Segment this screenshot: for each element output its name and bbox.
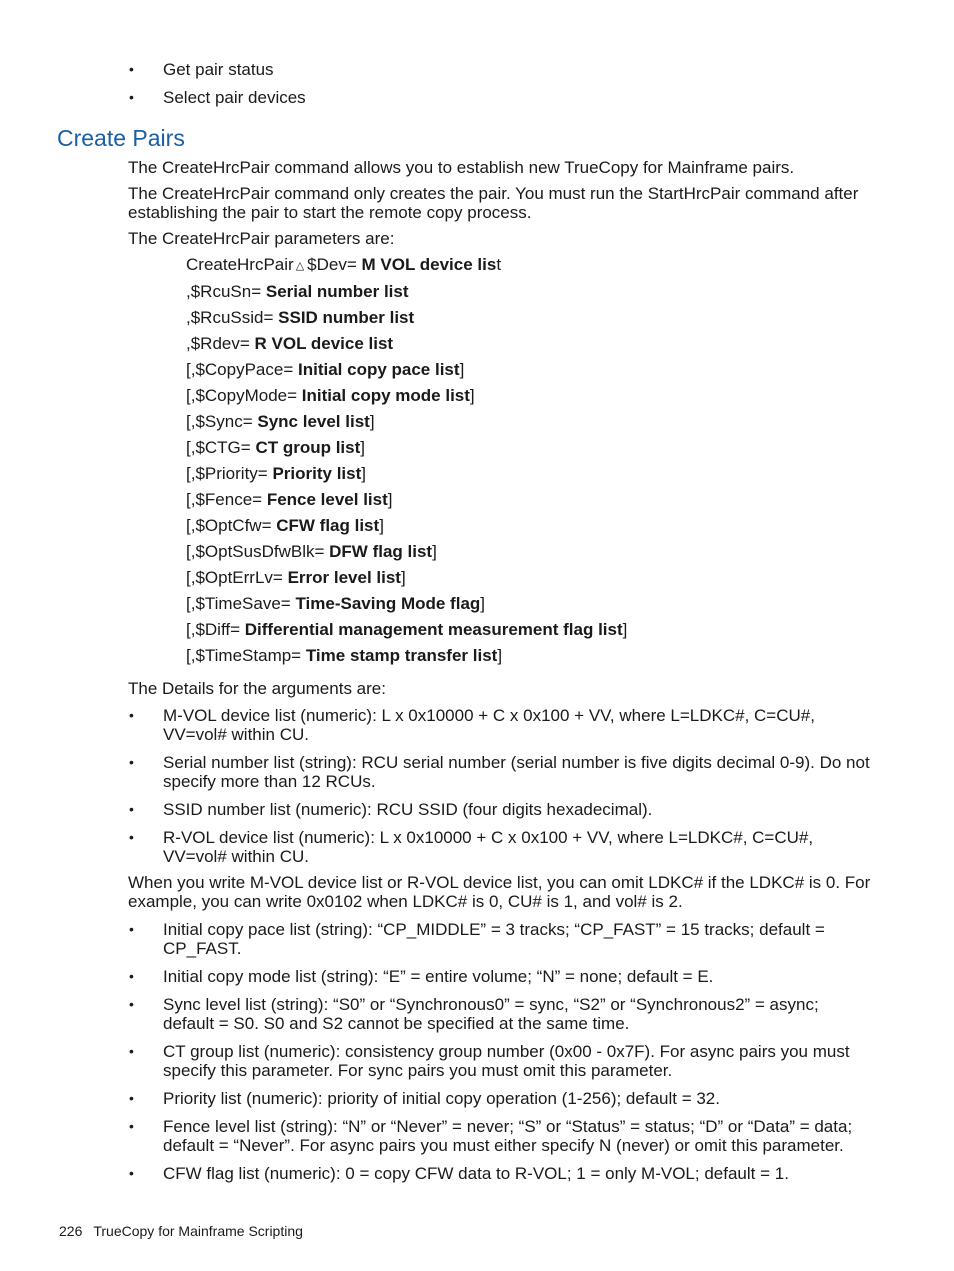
list-item: • Sync level list (string): “S0” or “Synchronous0” = sync, “S2” or “Synchronous2” = async; default = S0. S0 and S2 cannot be specified at the same time. [129, 995, 819, 1033]
parameter-line: ,$RcuSn= Serial number list [186, 282, 409, 301]
parameter-line: [,$TimeSave= Time-Saving Mode flag] [186, 594, 486, 613]
intro-paragraph: The CreateHrcPair command only creates the pair. You must run the StartHrcPair command after establishing the pair to start the remote copy process. [128, 184, 859, 222]
page-footer [59, 1222, 303, 1240]
parameter-line: [,$Sync= Sync level list] [186, 412, 375, 431]
parameter-line: [,$Diff= Differential management measurement flag list] [186, 620, 628, 639]
page-number: 226 [59, 1223, 83, 1239]
parameter-line: [,$OptSusDfwBlk= DFW flag list] [186, 542, 437, 561]
parameter-line: [,$OptErrLv= Error level list] [186, 568, 406, 587]
bullet-icon: • [129, 968, 134, 984]
intro-paragraph: The CreateHrcPair parameters are: [128, 229, 395, 248]
parameter-list [186, 252, 627, 669]
bullet-icon: • [129, 829, 134, 845]
bullet-icon: • [129, 754, 134, 770]
list-item: • Serial number list (string): RCU serial number (serial number is five digits decimal 0-9). Do not specify more than 12 RCUs. [129, 753, 870, 791]
bullet-icon: • [129, 61, 134, 77]
top-bullet-list [0, 60, 954, 116]
bullet-icon: • [129, 996, 134, 1012]
parameter-line: [,$CopyPace= Initial copy pace list] [186, 360, 465, 379]
list-item: • CT group list (numeric): consistency group number (0x00 - 0x7F). For async pairs you must specify this parameter. For sync pairs you must omit this parameter. [129, 1042, 850, 1080]
list-item: • Get pair status [129, 60, 274, 79]
bullet-icon: • [129, 801, 134, 817]
list-item: • Priority list (numeric): priority of initial copy operation (1-256); default = 32. [129, 1089, 720, 1108]
section-heading: Create Pairs [57, 125, 185, 151]
bullet-icon: • [129, 707, 134, 723]
bullet-icon: • [129, 1165, 134, 1181]
triangle-icon: △ [295, 260, 305, 272]
intro-paragraph: The CreateHrcPair command allows you to establish new TrueCopy for Mainframe pairs. [128, 158, 795, 177]
argument-list [0, 920, 954, 1192]
bullet-icon: • [129, 1118, 134, 1134]
list-item: • Fence level list (string): “N” or “Never” = never; “S” or “Status” = status; “D” or “Data” = data; default = “Never”. For async pairs you must either specify N (never) or omit this parameter. [129, 1117, 853, 1155]
bullet-icon: • [129, 1043, 134, 1059]
bullet-icon: • [129, 921, 134, 937]
list-item: • CFW flag list (numeric): 0 = copy CFW data to R-VOL; 1 = only M-VOL; default = 1. [129, 1164, 789, 1183]
list-item: • M-VOL device list (numeric): L x 0x10000 + C x 0x100 + VV, where L=LDKC#, C=CU#, VV=vol# within CU. [129, 706, 815, 744]
parameter-line: [,$Priority= Priority list] [186, 464, 366, 483]
ldkc-note: When you write M-VOL device list or R-VOL device list, you can omit LDKC# if the LDKC# is 0. For example, you can write 0x0102 when LDKC# is 0, CU# is 1, and vol# is 2. [128, 873, 871, 911]
parameter-line: [,$CopyMode= Initial copy mode list] [186, 386, 475, 405]
parameter-line: [,$CTG= CT group list] [186, 438, 365, 457]
parameter-line: [,$Fence= Fence level list] [186, 490, 393, 509]
list-item: • Initial copy pace list (string): “CP_MIDDLE” = 3 tracks; “CP_FAST” = 15 tracks; default = CP_FAST. [129, 920, 825, 958]
list-item: • SSID number list (numeric): RCU SSID (four digits hexadecimal). [129, 800, 653, 819]
bullet-icon: • [129, 1090, 134, 1106]
bullet-icon: • [129, 89, 134, 105]
list-item: • Select pair devices [129, 88, 306, 107]
details-intro: The Details for the arguments are: [128, 679, 386, 698]
argument-list [0, 706, 954, 875]
list-item: • Initial copy mode list (string): “E” = entire volume; “N” = none; default = E. [129, 967, 714, 986]
footer-title: TrueCopy for Mainframe Scripting [93, 1223, 303, 1239]
parameter-line: [,$OptCfw= CFW flag list] [186, 516, 384, 535]
parameter-line: ,$Rdev= R VOL device list [186, 334, 394, 353]
list-item: • R-VOL device list (numeric): L x 0x10000 + C x 0x100 + VV, where L=LDKC#, C=CU#, VV=vol# within CU. [129, 828, 814, 866]
parameter-line: ,$RcuSsid= SSID number list [186, 308, 415, 327]
parameter-line: [,$TimeStamp= Time stamp transfer list] [186, 646, 503, 665]
parameter-line: CreateHrcPair △ $Dev= M VOL device list [186, 255, 502, 274]
